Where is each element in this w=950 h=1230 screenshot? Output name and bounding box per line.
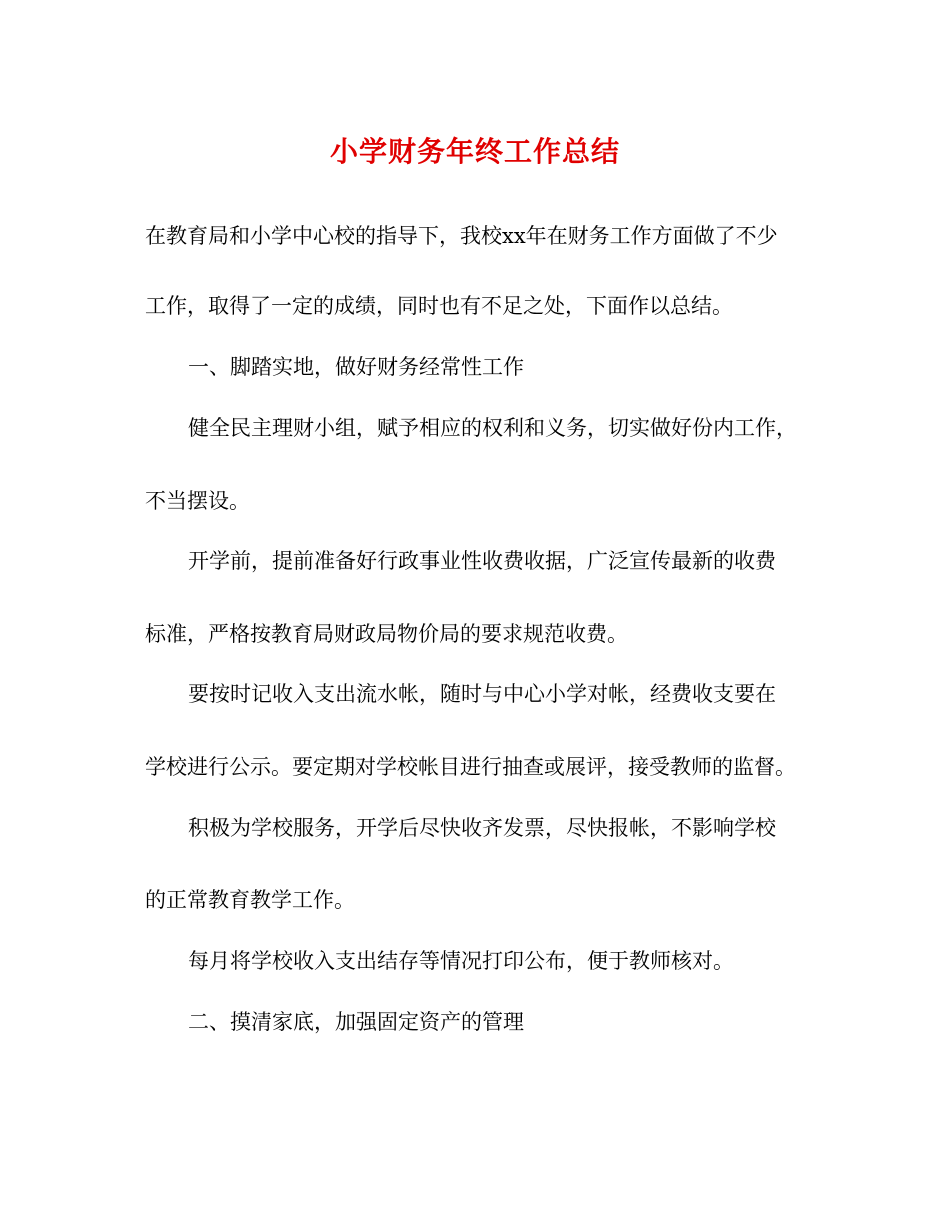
paragraph-line: 标准，严格按教育局财政局物价局的要求规范收费。 <box>145 622 628 646</box>
section-heading: 一、脚踏实地，做好财务经常性工作 <box>188 355 524 379</box>
paragraph-line: 积极为学校服务，开学后尽快收齐发票，尽快报帐，不影响学校 <box>188 816 776 840</box>
paragraph-line: 健全民主理财小组，赋予相应的权利和义务，切实做好份内工作， <box>188 416 797 440</box>
paragraph-line: 学校进行公示。要定期对学校帐目进行抽查或展评，接受教师的监督。 <box>145 755 796 779</box>
paragraph-line: 不当摆设。 <box>145 489 250 513</box>
paragraph-line: 在教育局和小学中心校的指导下，我校xx年在财务工作方面做了不少 <box>145 224 778 248</box>
document-title: 小学财务年终工作总结 <box>329 135 620 168</box>
paragraph-line: 工作，取得了一定的成绩，同时也有不足之处，下面作以总结。 <box>145 294 733 318</box>
paragraph-line: 要按时记收入支出流水帐，随时与中心小学对帐，经费收支要在 <box>188 682 776 706</box>
paragraph-line: 每月将学校收入支出结存等情况打印公布，便于教师核对。 <box>188 949 734 973</box>
section-heading: 二、摸清家底，加强固定资产的管理 <box>188 1010 524 1034</box>
paragraph-line: 的正常教育教学工作。 <box>145 888 355 912</box>
paragraph-line: 开学前，提前准备好行政事业性收费收据，广泛宣传最新的收费 <box>188 549 776 573</box>
